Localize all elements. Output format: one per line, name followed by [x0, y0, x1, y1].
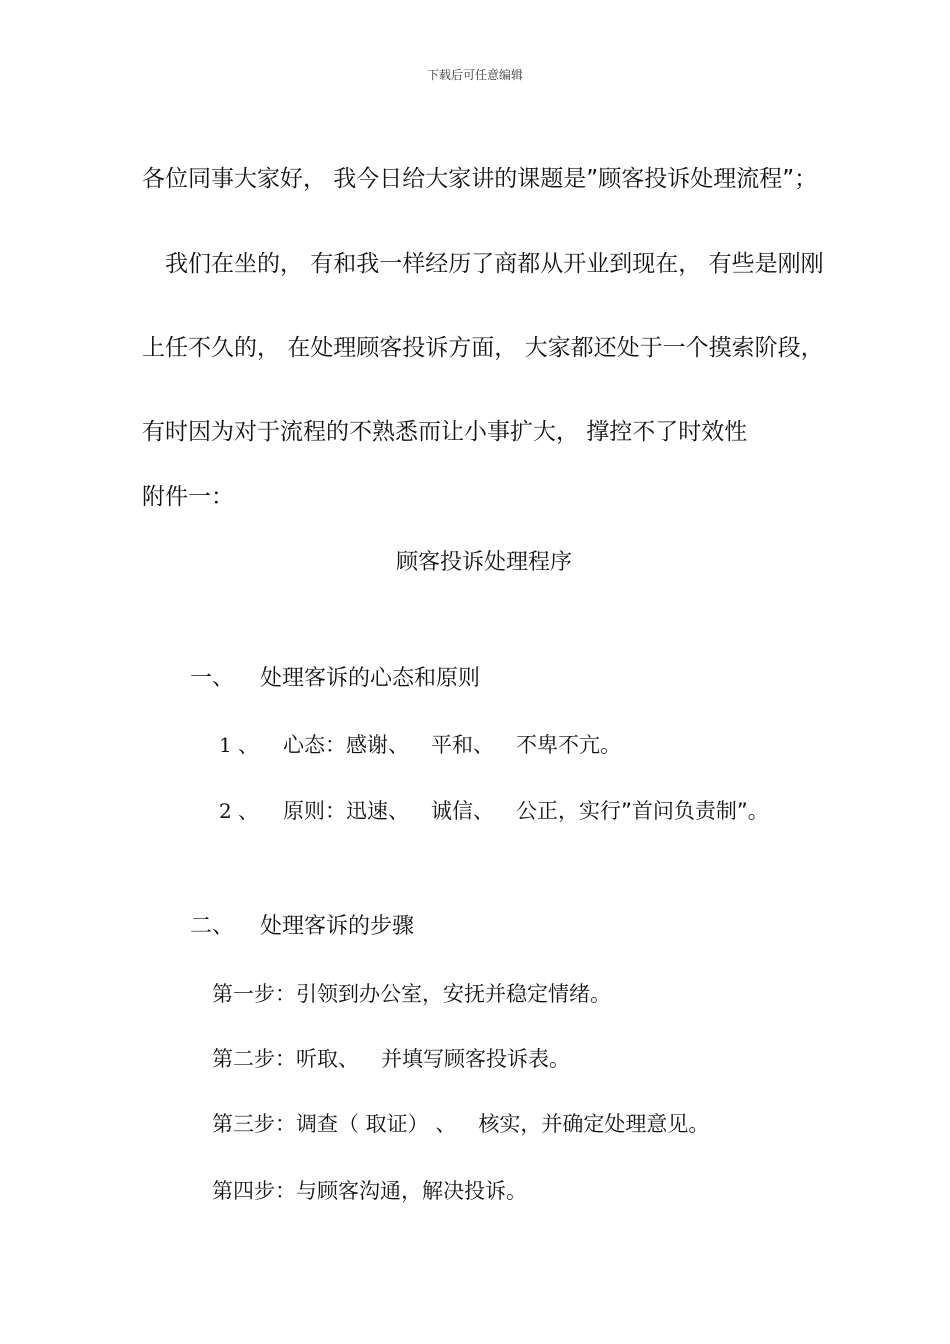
step-text: 第一步：引领到办公室，安抚并稳定情绪。 [212, 982, 611, 1006]
step-item [212, 1176, 527, 1206]
item-part: 不卑不亢。 [516, 733, 621, 757]
intro-line-4: 有时因为对于流程的不熟悉而让小事扩大， 撑控不了时效性 [142, 419, 748, 445]
item-label: 心态： [283, 733, 346, 757]
item-part: 迅速、 [346, 799, 409, 823]
item-part: 公正，实行”首问负责制”。 [516, 799, 769, 823]
item-label: 原则： [283, 799, 346, 823]
list-item [219, 730, 621, 760]
item-part: 感谢、 [346, 733, 409, 757]
section-heading-1 [190, 664, 480, 694]
step-item [212, 1044, 570, 1074]
intro-line-2: 我们在坐的， 有和我一样经历了商都从开业到现在， 有些是刚刚 [165, 251, 824, 277]
intro-line-1: 各位同事大家好， 我今日给大家讲的课题是”顾客投诉处理流程”； [142, 166, 818, 192]
item-number: 2 、 [219, 799, 259, 823]
item-number: 1 、 [219, 733, 259, 757]
document-title: 顾客投诉处理程序 [395, 550, 572, 575]
item-part: 诚信、 [431, 799, 494, 823]
intro-line-3: 上任不久的， 在处理顾客投诉方面， 大家都还处于一个摸索阶段， [142, 335, 824, 361]
step-text: 第二步：听取、 [212, 1047, 359, 1071]
step-item [212, 1109, 709, 1139]
step-text: 第三步：调查（ 取证） 、 [212, 1112, 457, 1136]
section-number: 一、 [190, 666, 235, 691]
page-header: 下载后可任意编辑 [426, 68, 523, 82]
step-text: 核实，并确定处理意见。 [478, 1112, 710, 1136]
list-item [219, 796, 769, 826]
section-title: 处理客诉的心态和原则 [260, 666, 481, 691]
step-text: 并填写顾客投诉表。 [381, 1047, 570, 1071]
attachment-label: 附件一： [142, 484, 234, 510]
section-heading-2 [190, 912, 414, 942]
section-title: 处理客诉的步骤 [260, 914, 415, 939]
step-item [212, 979, 611, 1009]
step-text: 第四步：与顾客沟通，解决投诉。 [212, 1179, 527, 1203]
section-number: 二、 [190, 914, 235, 939]
item-part: 平和、 [431, 733, 494, 757]
